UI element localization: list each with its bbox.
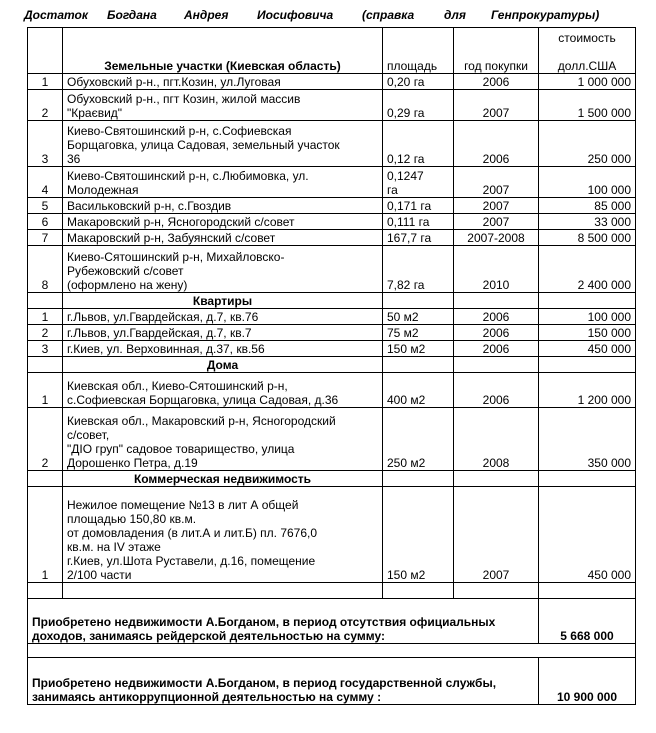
table-row [28,325,636,341]
title-word: Иосифовича [257,8,334,22]
purchase-year: 2006 [454,325,539,341]
total-label: Приобретено недвижимости А.Богданом, в период государственной службы, занимаясь антикоррупционной деятельностью на сумму : [28,658,539,705]
row-number: 4 [28,167,63,198]
purchase-year: 2006 [454,309,539,325]
title-word: Генпрокуратуры) [491,8,600,22]
year-column-header: год покупки [454,28,539,74]
property-cost: 100 000 [539,167,636,198]
title-word: Андрея [184,8,229,22]
purchase-year: 2007 [454,198,539,214]
area-column-header: площадь [383,28,454,74]
property-area: 0,171 га [383,198,454,214]
total-row-raider [28,599,636,644]
purchase-year: 2008 [454,408,539,471]
section-empty-cell [383,293,454,309]
property-area: 0,12 га [383,121,454,167]
land-section-header: Земельные участки (Киевская область) [63,28,383,74]
section-header-row [28,357,636,373]
property-area: 250 м2 [383,408,454,471]
row-number: 2 [28,325,63,341]
spacer-row [28,644,636,658]
property-description: г.Львов, ул.Гвардейская, д.7, кв.76 [63,309,383,325]
property-area: 0,1247 га [383,167,454,198]
row-number: 3 [28,121,63,167]
property-description: Обуховский р-н., пгт Козин, жилой массив "Краєвид" [63,90,383,121]
property-area: 0,111 га [383,214,454,230]
table-row [28,373,636,408]
property-cost: 450 000 [539,341,636,357]
row-number: 6 [28,214,63,230]
section-empty-cell [539,471,636,487]
property-description: Киево-Святошинский р-н, с.Софиевская Борщаговка, улица Садовая, земельный участок 36 [63,121,383,167]
purchase-year: 2006 [454,341,539,357]
row-number: 8 [28,246,63,293]
property-area: 0,20 га [383,74,454,90]
purchase-year: 2006 [454,121,539,167]
property-cost: 8 500 000 [539,230,636,246]
document-title [0,8,656,22]
table-row [28,341,636,357]
purchase-year: 2006 [454,373,539,408]
property-cost: 1 500 000 [539,90,636,121]
purchase-year: 2007 [454,90,539,121]
table-row [28,198,636,214]
property-description: Киево-Святошинский р-н, с.Любимовка, ул. Молодежная [63,167,383,198]
row-number: 1 [28,309,63,325]
property-description: г.Киев, ул. Верховинная, д.37, кв.56 [63,341,383,357]
section-num-cell [28,293,63,309]
title-word: Достаток [24,8,88,22]
property-area: 50 м2 [383,309,454,325]
table-row [28,121,636,167]
section-empty-cell [454,357,539,373]
table-row [28,246,636,293]
property-area: 167,7 га [383,230,454,246]
property-area: 75 м2 [383,325,454,341]
property-area: 400 м2 [383,373,454,408]
property-description: г.Львов, ул.Гвардейская, д.7, кв.7 [63,325,383,341]
empty-cell [383,583,454,599]
section-num-cell [28,357,63,373]
table-row [28,214,636,230]
row-number: 3 [28,341,63,357]
property-cost: 2 400 000 [539,246,636,293]
cost-column-header [539,28,636,74]
property-cost: 1 000 000 [539,74,636,90]
section-empty-cell [454,293,539,309]
property-cost: 450 000 [539,487,636,583]
row-number: 5 [28,198,63,214]
section-empty-cell [539,293,636,309]
property-cost: 33 000 [539,214,636,230]
title-word: Богдана [107,8,157,22]
section-empty-cell [383,471,454,487]
property-description: Киевская обл., Макаровский р-н, Ясногородский с/совет, "ДІО груп" садовое товарищество, улица Дорошенко Петра, д.19 [63,408,383,471]
property-description: Нежилое помещение №13 в лит А общей площадью 150,80 кв.м. от домовладения (в лит.А и лит.Б) пл. 7676,0 кв.м. на IV этаже г.Киев, ул.Шота Руставели, д.16, помещение 2/100 части [63,487,383,583]
property-cost: 85 000 [539,198,636,214]
table-row [28,309,636,325]
property-description: Обуховский р-н., пгт.Козин, ул.Луговая [63,74,383,90]
table-row [28,408,636,471]
property-area: 150 м2 [383,487,454,583]
title-word: для [444,8,466,22]
table-header-row [28,28,636,74]
empty-cell [63,583,383,599]
empty-cell [539,583,636,599]
property-description: Киевская обл., Киево-Сятошинский р-н, с.Софиевская Борщаговка, улица Садовая, д.36 [63,373,383,408]
table-row [28,230,636,246]
property-description: Макаровский р-н, Ясногородский с/совет [63,214,383,230]
purchase-year: 2007 [454,167,539,198]
property-description: Васильковский р-н, с.Гвоздив [63,198,383,214]
row-number: 2 [28,90,63,121]
empty-cell [28,583,63,599]
row-number: 1 [28,373,63,408]
total-value: 10 900 000 [539,658,636,705]
property-table-body [28,28,636,705]
property-description: Киево-Сятошинский р-н, Михайловско- Рубежовский с/совет (оформлено на жену) [63,246,383,293]
property-area: 150 м2 [383,341,454,357]
empty-row [28,583,636,599]
section-title: Коммерческая недвижимость [63,471,383,487]
property-cost: 1 200 000 [539,373,636,408]
property-cost: 150 000 [539,325,636,341]
cost-header-bottom: долл.США [557,59,617,73]
purchase-year: 2007 [454,487,539,583]
section-header-row [28,471,636,487]
cost-header-top: стоимость [558,31,616,45]
section-title: Квартиры [63,293,383,309]
property-area: 0,29 га [383,90,454,121]
purchase-year: 2007 [454,214,539,230]
total-label: Приобретено недвижимости А.Богданом, в период отсутствия официальных доходов, занимаясь рейдерской деятельностью на сумму: [28,599,539,644]
section-empty-cell [539,357,636,373]
section-empty-cell [454,471,539,487]
total-row-service [28,658,636,705]
section-num-cell [28,471,63,487]
section-header-row [28,293,636,309]
header-num-cell [28,28,63,74]
row-number: 1 [28,487,63,583]
row-number: 2 [28,408,63,471]
purchase-year: 2010 [454,246,539,293]
purchase-year: 2006 [454,74,539,90]
property-table [27,27,636,705]
property-area: 7,82 га [383,246,454,293]
empty-cell [454,583,539,599]
property-description: Макаровский р-н, Забуянский с/совет [63,230,383,246]
property-cost: 100 000 [539,309,636,325]
table-row [28,74,636,90]
total-value: 5 668 000 [539,599,636,644]
section-empty-cell [383,357,454,373]
property-cost: 250 000 [539,121,636,167]
property-cost: 350 000 [539,408,636,471]
purchase-year: 2007-2008 [454,230,539,246]
title-word: (справка [362,8,415,22]
table-row [28,90,636,121]
table-row [28,487,636,583]
row-number: 1 [28,74,63,90]
table-row [28,167,636,198]
spacer-cell [28,644,636,658]
row-number: 7 [28,230,63,246]
section-title: Дома [63,357,383,373]
